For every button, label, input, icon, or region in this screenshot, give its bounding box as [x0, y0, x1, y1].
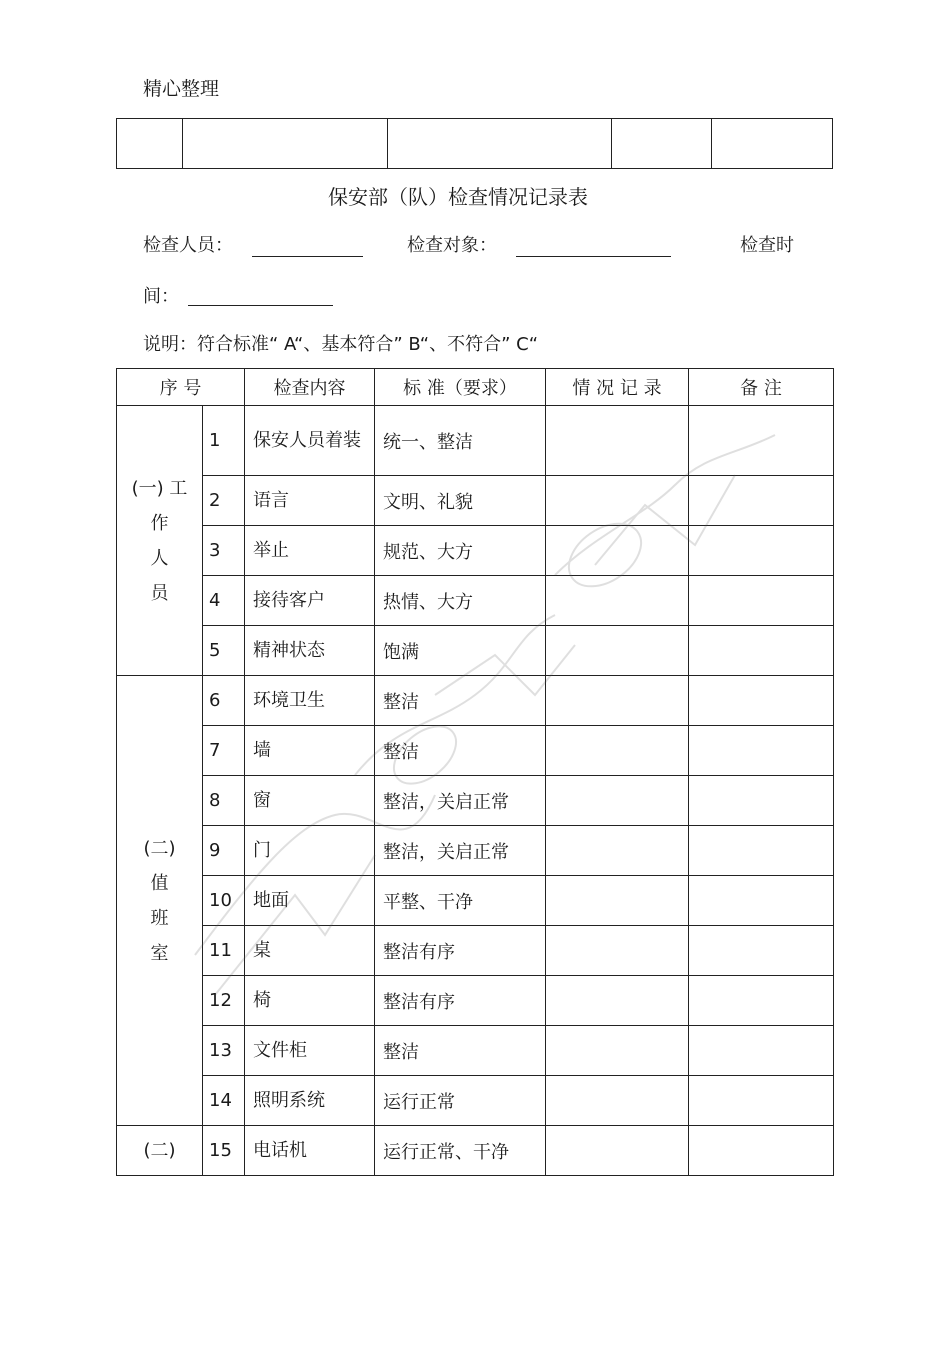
category-line: 班 — [150, 907, 169, 929]
item-record[interactable] — [546, 576, 689, 626]
item-content: 保安人员着装 — [245, 406, 375, 476]
time-label: 检查时 — [740, 235, 794, 256]
item-standard: 运行正常 — [375, 1076, 546, 1126]
table-row — [117, 676, 834, 726]
item-record[interactable] — [546, 726, 689, 776]
item-content: 照明系统 — [245, 1076, 375, 1126]
item-number: 5 — [203, 626, 245, 676]
item-number: 11 — [203, 926, 245, 976]
table-row — [117, 976, 834, 1026]
item-record[interactable] — [546, 1126, 689, 1176]
inspector-blank — [252, 236, 363, 257]
category-cell — [117, 676, 203, 1126]
item-content: 文件柜 — [245, 1026, 375, 1076]
item-standard: 规范、大方 — [375, 526, 546, 576]
item-remark[interactable] — [689, 476, 834, 526]
item-standard: 文明、礼貌 — [375, 476, 546, 526]
item-standard: 平整、干净 — [375, 876, 546, 926]
category-cell — [117, 406, 203, 676]
table-row — [117, 476, 834, 526]
item-record[interactable] — [546, 676, 689, 726]
item-number: 3 — [203, 526, 245, 576]
item-record[interactable] — [546, 876, 689, 926]
item-standard: 整洁有序 — [375, 926, 546, 976]
category-line: 室 — [150, 942, 169, 964]
category-line: (二) — [143, 837, 176, 859]
table-row — [117, 1026, 834, 1076]
item-content: 接待客户 — [245, 576, 375, 626]
blank-cell — [117, 119, 183, 169]
item-standard: 整洁，关启正常 — [375, 826, 546, 876]
item-record[interactable] — [546, 926, 689, 976]
item-record[interactable] — [546, 776, 689, 826]
item-content: 精神状态 — [245, 626, 375, 676]
item-number: 14 — [203, 1076, 245, 1126]
header-content: 检查内容 — [245, 369, 375, 406]
category-line: 值 — [150, 872, 169, 894]
item-remark[interactable] — [689, 676, 834, 726]
table-row — [117, 526, 834, 576]
item-remark[interactable] — [689, 1076, 834, 1126]
table-row — [117, 576, 834, 626]
item-remark[interactable] — [689, 776, 834, 826]
inspector-label: 检查人员： — [143, 235, 233, 256]
table-row — [117, 876, 834, 926]
item-record[interactable] — [546, 406, 689, 476]
header-seq: 序 号 — [117, 369, 245, 406]
table-row — [117, 826, 834, 876]
item-number: 4 — [203, 576, 245, 626]
item-remark[interactable] — [689, 576, 834, 626]
item-number: 13 — [203, 1026, 245, 1076]
target-label: 检查对象： — [407, 235, 497, 256]
item-standard: 整洁，关启正常 — [375, 776, 546, 826]
time-blank — [188, 285, 333, 306]
item-number: 1 — [203, 406, 245, 476]
top-blank-table — [116, 118, 833, 169]
blank-cell — [712, 119, 833, 169]
item-content: 环境卫生 — [245, 676, 375, 726]
table-row — [117, 406, 834, 476]
item-standard: 饱满 — [375, 626, 546, 676]
item-remark[interactable] — [689, 826, 834, 876]
item-number: 10 — [203, 876, 245, 926]
item-number: 15 — [203, 1126, 245, 1176]
item-number: 8 — [203, 776, 245, 826]
table-row — [117, 726, 834, 776]
blank-cell — [388, 119, 612, 169]
item-standard: 整洁 — [375, 726, 546, 776]
item-record[interactable] — [546, 826, 689, 876]
document-title: 保安部（队）检查情况记录表 — [328, 185, 588, 209]
blank-cell — [183, 119, 388, 169]
rating-note: 说明：符合标准“ A“、基本符合” B“、不符合” C“ — [143, 334, 539, 355]
item-record[interactable] — [546, 1076, 689, 1126]
table-row — [117, 776, 834, 826]
item-remark[interactable] — [689, 406, 834, 476]
item-standard: 整洁 — [375, 676, 546, 726]
category-line: (一) 工 — [131, 477, 188, 499]
item-remark[interactable] — [689, 876, 834, 926]
item-record[interactable] — [546, 476, 689, 526]
item-remark[interactable] — [689, 976, 834, 1026]
item-number: 12 — [203, 976, 245, 1026]
item-remark[interactable] — [689, 1026, 834, 1076]
item-standard: 整洁有序 — [375, 976, 546, 1026]
item-number: 7 — [203, 726, 245, 776]
table-row — [117, 926, 834, 976]
item-content: 窗 — [245, 776, 375, 826]
table-header-row — [117, 369, 834, 406]
item-content: 举止 — [245, 526, 375, 576]
item-content: 墙 — [245, 726, 375, 776]
item-number: 9 — [203, 826, 245, 876]
time-label-cont: 间： — [143, 286, 179, 307]
table-row — [117, 626, 834, 676]
item-content: 桌 — [245, 926, 375, 976]
item-record[interactable] — [546, 1026, 689, 1076]
item-standard: 运行正常、干净 — [375, 1126, 546, 1176]
target-blank — [516, 236, 671, 257]
category-line: 作 — [150, 512, 169, 534]
category-line: 员 — [150, 582, 169, 604]
item-number: 6 — [203, 676, 245, 726]
inspection-table — [116, 368, 834, 1176]
item-record[interactable] — [546, 626, 689, 676]
category-line: 人 — [150, 547, 169, 569]
item-standard: 统一、整洁 — [375, 406, 546, 476]
item-remark[interactable] — [689, 1126, 834, 1176]
blank-cell — [612, 119, 712, 169]
table-row — [117, 1126, 834, 1176]
header-record: 情 况 记 录 — [546, 369, 689, 406]
item-standard: 整洁 — [375, 1026, 546, 1076]
header-note: 精心整理 — [143, 78, 220, 100]
item-content: 电话机 — [245, 1126, 375, 1176]
item-remark[interactable] — [689, 626, 834, 676]
item-remark[interactable] — [689, 726, 834, 776]
header-standard: 标 准（要求） — [375, 369, 546, 406]
item-standard: 热情、大方 — [375, 576, 546, 626]
item-remark[interactable] — [689, 926, 834, 976]
item-record[interactable] — [546, 526, 689, 576]
category-cell — [117, 1126, 203, 1176]
item-content: 地面 — [245, 876, 375, 926]
item-content: 语言 — [245, 476, 375, 526]
header-remark: 备 注 — [689, 369, 834, 406]
category-line: (二) — [143, 1140, 176, 1161]
table-row — [117, 1076, 834, 1126]
item-remark[interactable] — [689, 526, 834, 576]
item-content: 门 — [245, 826, 375, 876]
item-record[interactable] — [546, 976, 689, 1026]
item-content: 椅 — [245, 976, 375, 1026]
item-number: 2 — [203, 476, 245, 526]
